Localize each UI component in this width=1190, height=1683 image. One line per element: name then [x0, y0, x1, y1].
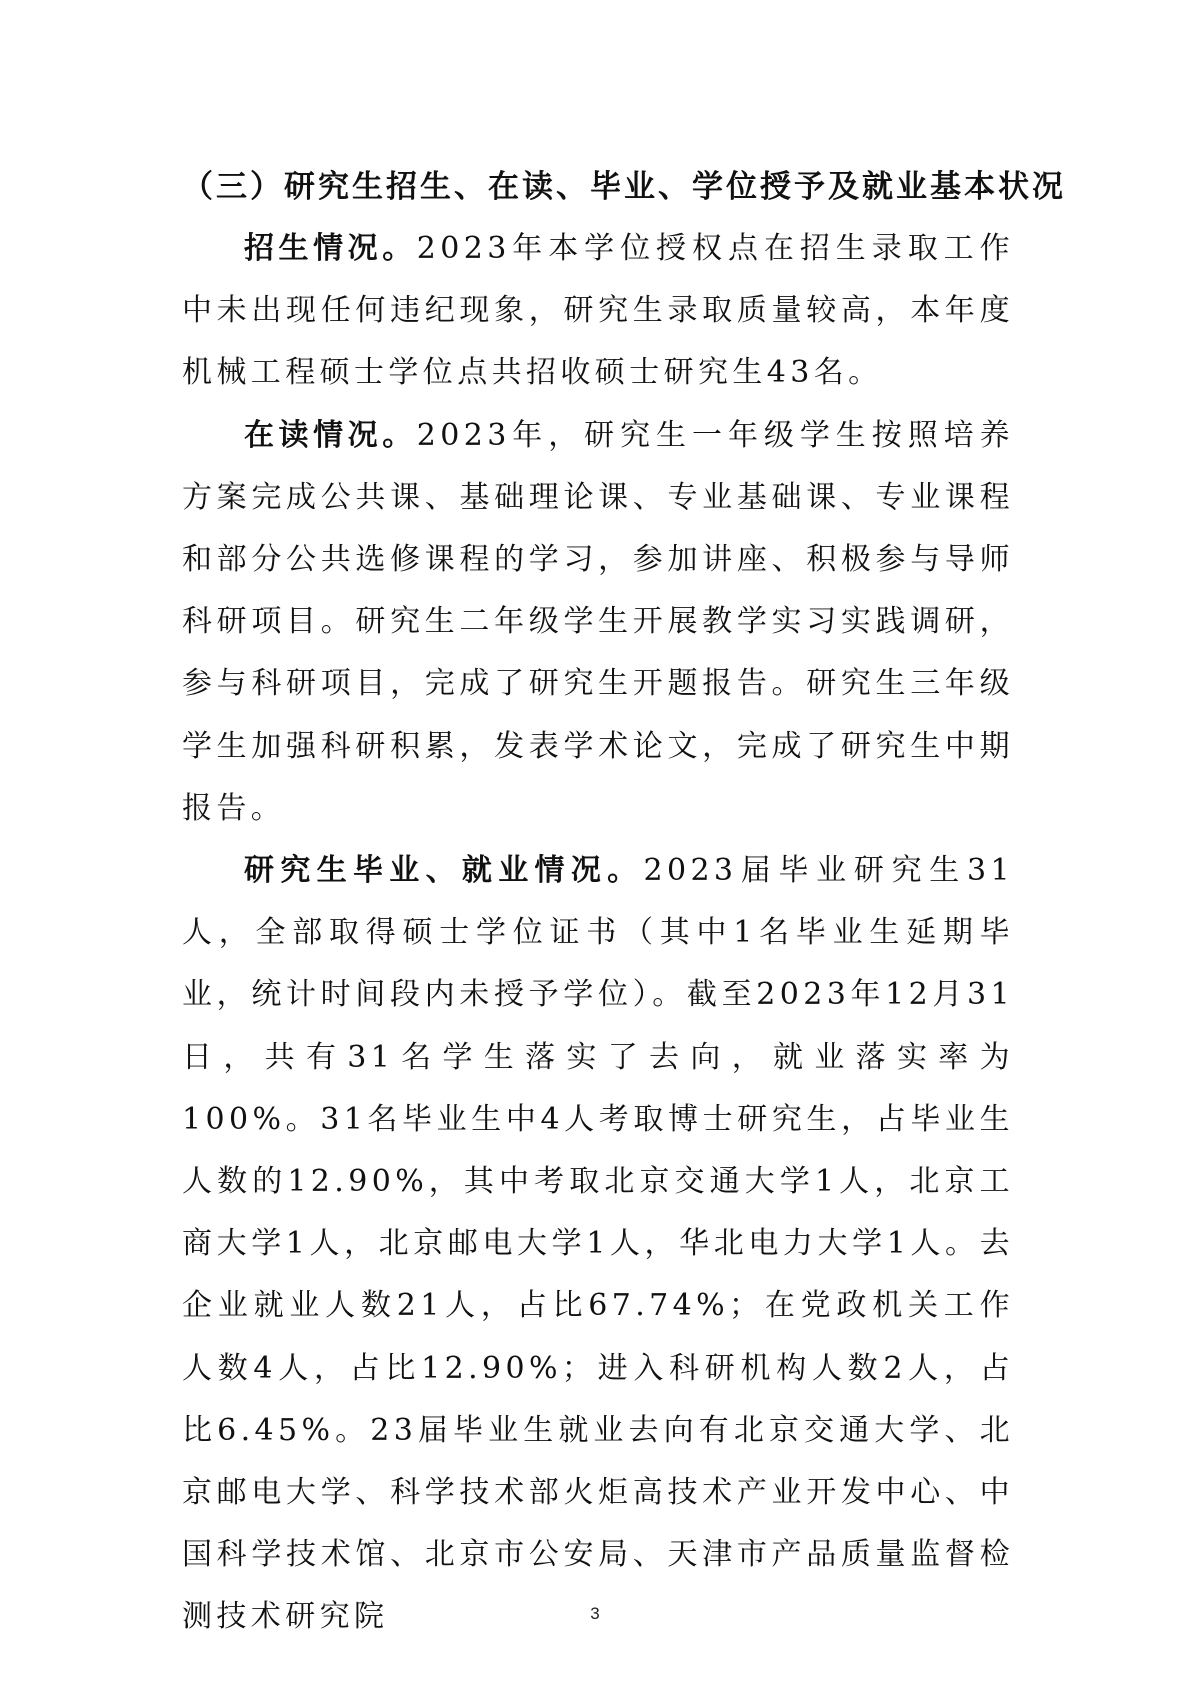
paragraph-enrollment — [182, 218, 1014, 405]
paragraph-graduation-employment — [182, 840, 1014, 1649]
page-content — [182, 156, 1066, 1649]
paragraph-lead: 研究生毕业、就业情况。 — [244, 853, 644, 889]
paragraph-text: 2023年，研究生一年级学生按照培养方案完成公共课、基础理论课、专业基础课、专业课程和部分公共选修课程的学习，参加讲座、积极参与导师科研项目。研究生二年级学生开展教学实习实践调研，参与科研项目，完成了研究生开题报告。研究生三年级学生加强科研积累，发表学术论文，完成了研究生中期报告。 — [182, 417, 1014, 826]
page-number: 3 — [590, 1604, 600, 1623]
paragraph-in-study — [182, 405, 1014, 840]
paragraph-text: 2023届毕业研究生31人，全部取得硕士学位证书（其中1名毕业生延期毕业，统计时间段内未授予学位）。截至2023年12月31日，共有31名学生落实了去向，就业落实率为100%。31名毕业生中4人考取博士研究生，占毕业生人数的12.90%，其中考取北京交通大学1人，北京工商大学1人，北京邮电大学1人，华北电力大学1人。去企业就业人数21人，占比67.74%；在党政机关工作人数4人，占比12.90%；进入科研机构人数2人，占比6.45%。23届毕业生就业去向有北京交通大学、北京邮电大学、科学技术部火炬高技术产业开发中心、中国科学技术馆、北京市公安局、天津市产品质量监督检测技术研究院 — [182, 853, 1014, 1635]
section-heading: （三）研究生招生、在读、毕业、学位授予及就业基本状况 — [182, 169, 1066, 205]
paragraph-lead: 招生情况。 — [244, 231, 417, 266]
paragraph-lead: 在读情况。 — [244, 417, 417, 453]
paragraph-text: 2023年本学位授权点在招生录取工作中未出现任何违纪现象，研究生录取质量较高，本年度机械工程硕士学位点共招收硕士研究生43名。 — [182, 231, 1014, 391]
